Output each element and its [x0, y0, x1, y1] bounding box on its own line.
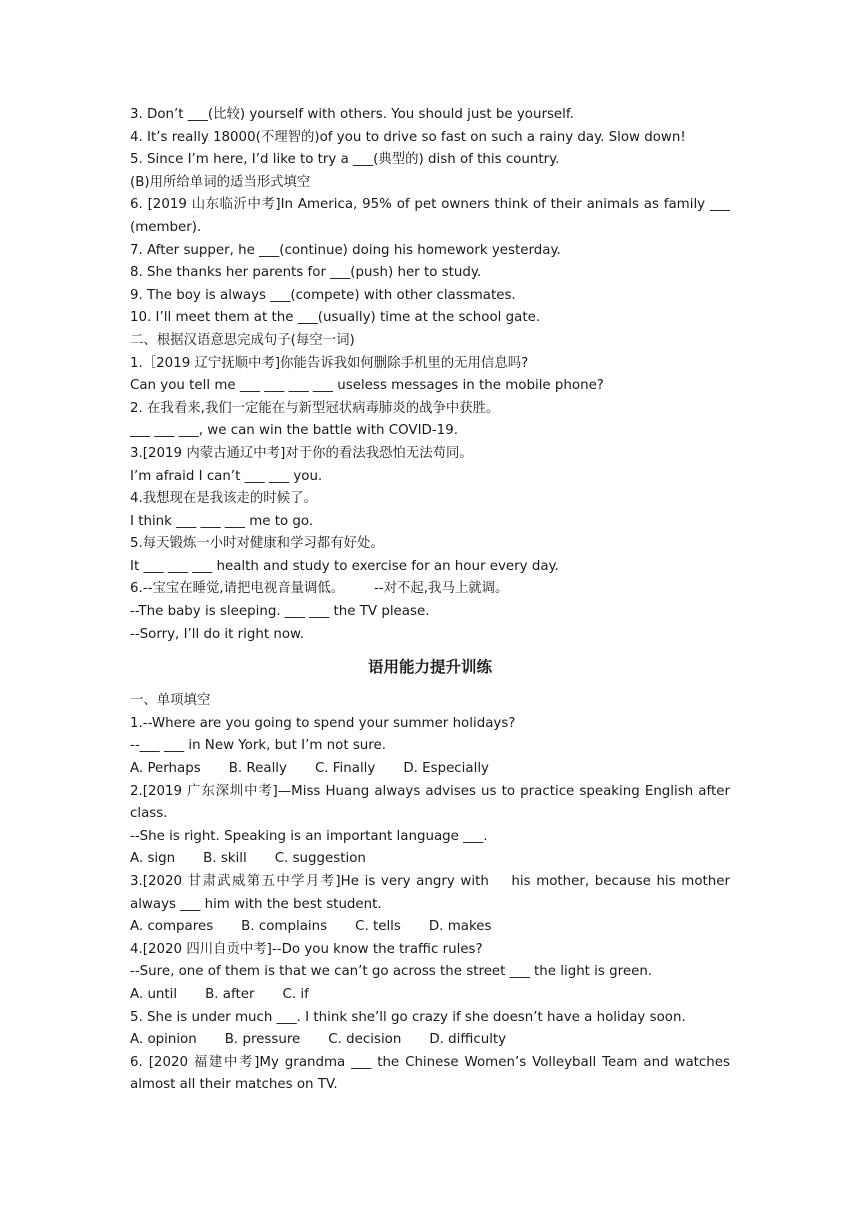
option: A. compares	[130, 919, 214, 935]
exercise-line: 9. The boy is always ___(compete) with other classmates.	[130, 287, 516, 303]
option: A. until	[130, 986, 178, 1002]
exercise-line: It ___ ___ ___ health and study to exercise for an hour every day.	[130, 558, 559, 574]
question-stem: 1.--Where are you going to spend your summer holidays?	[130, 715, 516, 731]
option: B. Really	[228, 761, 287, 777]
option: C. tells	[355, 919, 401, 935]
option-row	[130, 916, 730, 939]
option: B. pressure	[224, 1032, 301, 1048]
option: A. sign	[130, 851, 176, 867]
option: A. opinion	[130, 1032, 197, 1048]
option: C. decision	[328, 1032, 402, 1048]
question-stem: almost all their matches on TV.	[130, 1077, 338, 1093]
exercise-line: 6.--宝宝在睡觉,请把电视音量调低。 --对不起,我马上就调。	[130, 581, 509, 597]
option: C. suggestion	[274, 851, 366, 867]
exercise-line: I’m afraid I can’t ___ ___ you.	[130, 468, 323, 484]
option: D. difficulty	[429, 1032, 507, 1048]
exercise-line: 3.[2019 内蒙古通辽中考]对于你的看法我恐怕无法苟同。	[130, 445, 473, 461]
option-row	[130, 1029, 730, 1052]
question-stem: --She is right. Speaking is an important language ___.	[130, 828, 488, 844]
exercise-line: 8. She thanks her parents for ___(push) her to study.	[130, 265, 482, 281]
question-stem: 3.[2020 甘肃武威第五中学月考]He is very angry with his mother, because his mother	[130, 874, 730, 889]
option: C. if	[282, 986, 309, 1002]
exercise-line: 4. It’s really 18000(不理智的)of you to drive so fast on such a rainy day. Slow down!	[130, 129, 686, 145]
option: B. after	[205, 986, 255, 1002]
option: D. Especially	[403, 761, 489, 777]
exercise-line: 4.我想现在是我该走的时候了。	[130, 491, 317, 507]
exercise-line: 5.每天锻炼一小时对健康和学习都有好处。	[130, 536, 384, 552]
option: B. skill	[203, 851, 247, 867]
exercise-line: (member).	[130, 219, 202, 235]
exercise-line: 5. Since I’m here, I’d like to try a ___(典型的) dish of this country.	[130, 152, 560, 168]
exercise-line: --The baby is sleeping. ___ ___ the TV please.	[130, 604, 430, 620]
option: C. Finally	[314, 761, 376, 777]
option: D. makes	[428, 919, 492, 935]
option: A. Perhaps	[130, 761, 201, 777]
exercise-line: 10. I’ll meet them at the ___(usually) time at the school gate.	[130, 310, 541, 326]
exercise-line: --Sorry, I’ll do it right now.	[130, 626, 305, 642]
section-title: 语用能力提升训练	[367, 658, 492, 677]
question-stem: --Sure, one of them is that we can’t go across the street ___ the light is green.	[130, 964, 653, 980]
option-row	[130, 758, 730, 781]
exercise-line: 6. [2019 山东临沂中考]In America, 95% of pet owners think of their animals as family ___	[130, 197, 730, 213]
exercise-line: 7. After supper, he ___(continue) doing his homework yesterday.	[130, 242, 561, 258]
question-stem: 6. [2020 福建中考]My grandma ___ the Chinese Women’s Volleyball Team and watches	[130, 1054, 730, 1070]
question-stem: always ___ him with the best student.	[130, 896, 382, 912]
question-stem: --___ ___ in New York, but I’m not sure.	[130, 738, 386, 754]
document-page	[130, 104, 730, 1097]
section-heading: 一、单项填空	[130, 693, 211, 709]
exercise-line: ___ ___ ___, we can win the battle with COVID-19.	[130, 423, 458, 439]
question-stem: class.	[130, 806, 168, 822]
option: B. complains	[241, 919, 328, 935]
exercise-line: 2. 在我看来,我们一定能在与新型冠状病毒肺炎的战争中获胜。	[130, 400, 500, 416]
exercise-line: Can you tell me ___ ___ ___ ___ useless messages in the mobile phone?	[130, 378, 604, 394]
exercise-line: 1.［2019 辽宁抚顺中考]你能告诉我如何删除手机里的无用信息吗?	[130, 355, 529, 371]
option-row	[130, 984, 730, 1007]
section-heading: 二、根据汉语意思完成句子(每空一词)	[130, 332, 355, 348]
question-stem: 2.[2019 广东深圳中考]—Miss Huang always advises us to practice speaking English after	[130, 783, 730, 799]
question-stem: 4.[2020 四川自贡中考]--Do you know the traffic rules?	[130, 941, 483, 957]
option-row	[130, 848, 730, 871]
exercise-line: 3. Don’t ___(比较) yourself with others. You should just be yourself.	[130, 107, 574, 122]
exercise-line: I think ___ ___ ___ me to go.	[130, 513, 314, 529]
question-stem: 5. She is under much ___. I think she’ll go crazy if she doesn’t have a holiday soon.	[130, 1009, 686, 1025]
section-heading: (B)用所给单词的适当形式填空	[130, 174, 311, 190]
